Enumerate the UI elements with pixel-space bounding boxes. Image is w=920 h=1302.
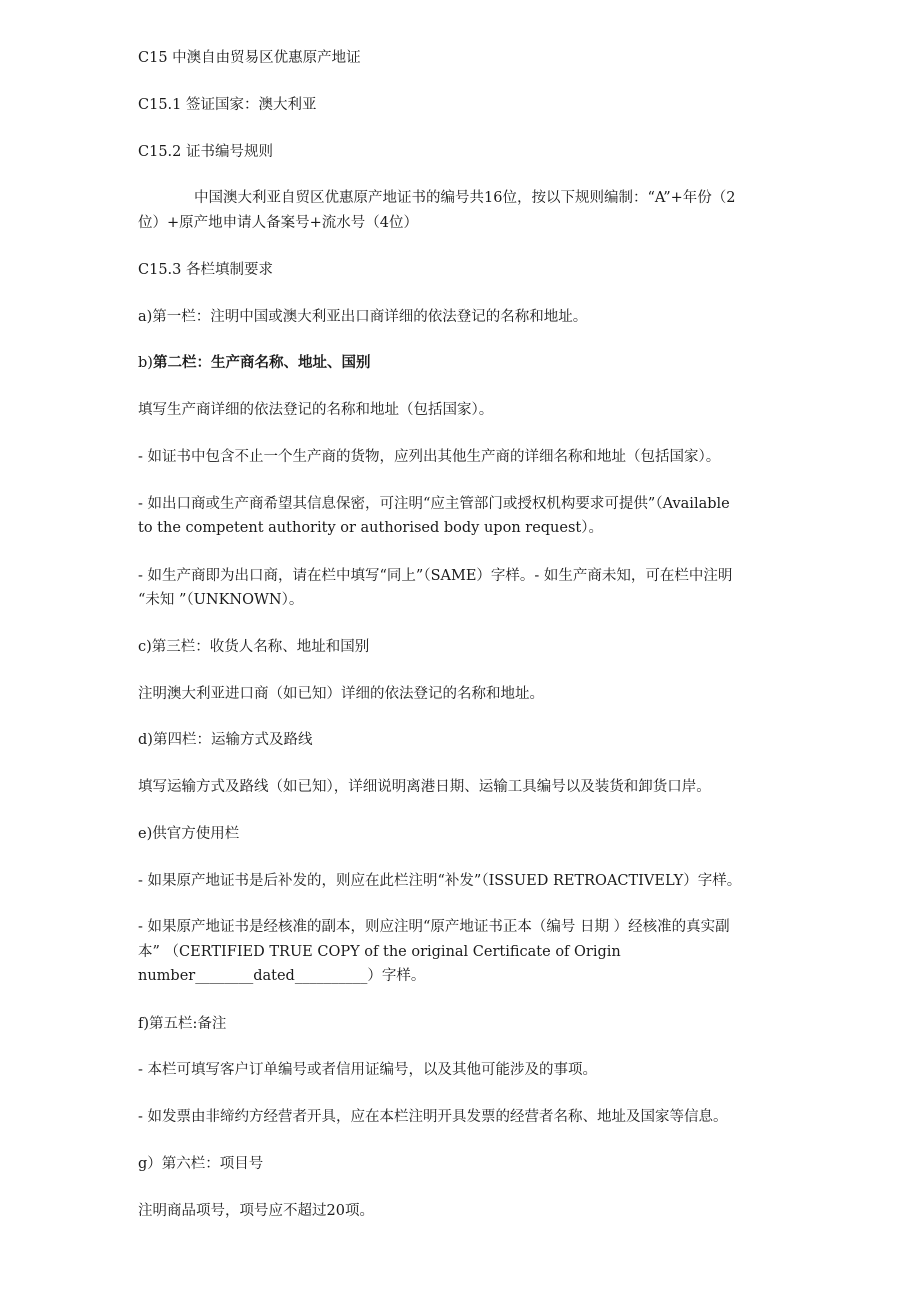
item-e-paragraph-2-line-2: 本” （CERTIFIED TRUE COPY of the original Certificate of Origin: [138, 944, 621, 960]
subsection-15-3: C15.3 各栏填制要求: [138, 262, 273, 278]
item-g-paragraph-1: 注明商品项号，项号应不超过20项。: [138, 1203, 374, 1219]
item-d-paragraph-1: 填写运输方式及路线（如已知），详细说明离港日期、运输工具编号以及装货和卸货口岸。: [138, 779, 711, 795]
item-b-paragraph-2: - 如证书中包含不止一个生产商的货物，应列出其他生产商的详细名称和地址（包括国家）。: [138, 449, 721, 465]
subsection-15-1: C15.1 签证国家：澳大利亚: [138, 97, 317, 113]
item-c-heading: c)第三栏：收货人名称、地址和国别: [138, 639, 370, 655]
item-e-paragraph-1: - 如果原产地证书是后补发的，则应在此栏注明“补发”（ISSUED RETROACTIVELY）字样。: [138, 873, 742, 889]
item-a: a)第一栏：注明中国或澳大利亚出口商详细的依法登记的名称和地址。: [138, 309, 588, 325]
item-g-heading: g）第六栏：项目号: [138, 1156, 264, 1172]
section-heading: C15 中澳自由贸易区优惠原产地证: [138, 50, 361, 66]
item-b-paragraph-3-line-1: - 如出口商或生产商希望其信息保密，可注明“应主管部门或授权机构要求可提供”（Available: [138, 496, 730, 512]
item-f-heading: f)第五栏:备注: [138, 1016, 227, 1032]
item-b-paragraph-4-line-2: “未知 ”（UNKNOWN）。: [138, 592, 304, 608]
item-e-paragraph-2-line-3: number________dated__________）字样。: [138, 968, 426, 984]
item-b-heading: [138, 351, 820, 375]
item-b-paragraph-1: 填写生产商详细的依法登记的名称和地址（包括国家）。: [138, 402, 494, 418]
numbering-rule-line-1: 中国澳大利亚自贸区优惠原产地证书的编号共16位，按以下规则编制：“A”+年份（2: [194, 190, 736, 206]
item-e-heading: e)供官方使用栏: [138, 826, 240, 842]
item-b-paragraph-3-line-2: to the competent authority or authorised body upon request）。: [138, 520, 603, 536]
item-f-paragraph-1: - 本栏可填写客户订单编号或者信用证编号，以及其他可能涉及的事项。: [138, 1062, 598, 1078]
item-e-paragraph-2-line-1: - 如果原产地证书是经核准的副本，则应注明“原产地证书正本（编号 日期 ）经核准的真实副: [138, 919, 730, 935]
item-d-heading: d)第四栏：运输方式及路线: [138, 732, 313, 748]
item-b-prefix: b): [138, 355, 153, 371]
item-c-paragraph-1: 注明澳大利亚进口商（如已知）详细的依法登记的名称和地址。: [138, 686, 544, 702]
item-f-paragraph-2: - 如发票由非缔约方经营者开具，应在本栏注明开具发票的经营者名称、地址及国家等信息。: [138, 1109, 728, 1125]
item-b-paragraph-4-line-1: - 如生产商即为出口商，请在栏中填写“同上”（SAME）字样。- 如生产商未知，可在栏中注明: [138, 568, 733, 584]
subsection-15-2: C15.2 证书编号规则: [138, 144, 273, 160]
numbering-rule-line-2: 位）+原产地申请人备案号+流水号（4位）: [138, 215, 419, 231]
item-b-title: 第二栏：生产商名称、地址、国别: [152, 354, 371, 371]
